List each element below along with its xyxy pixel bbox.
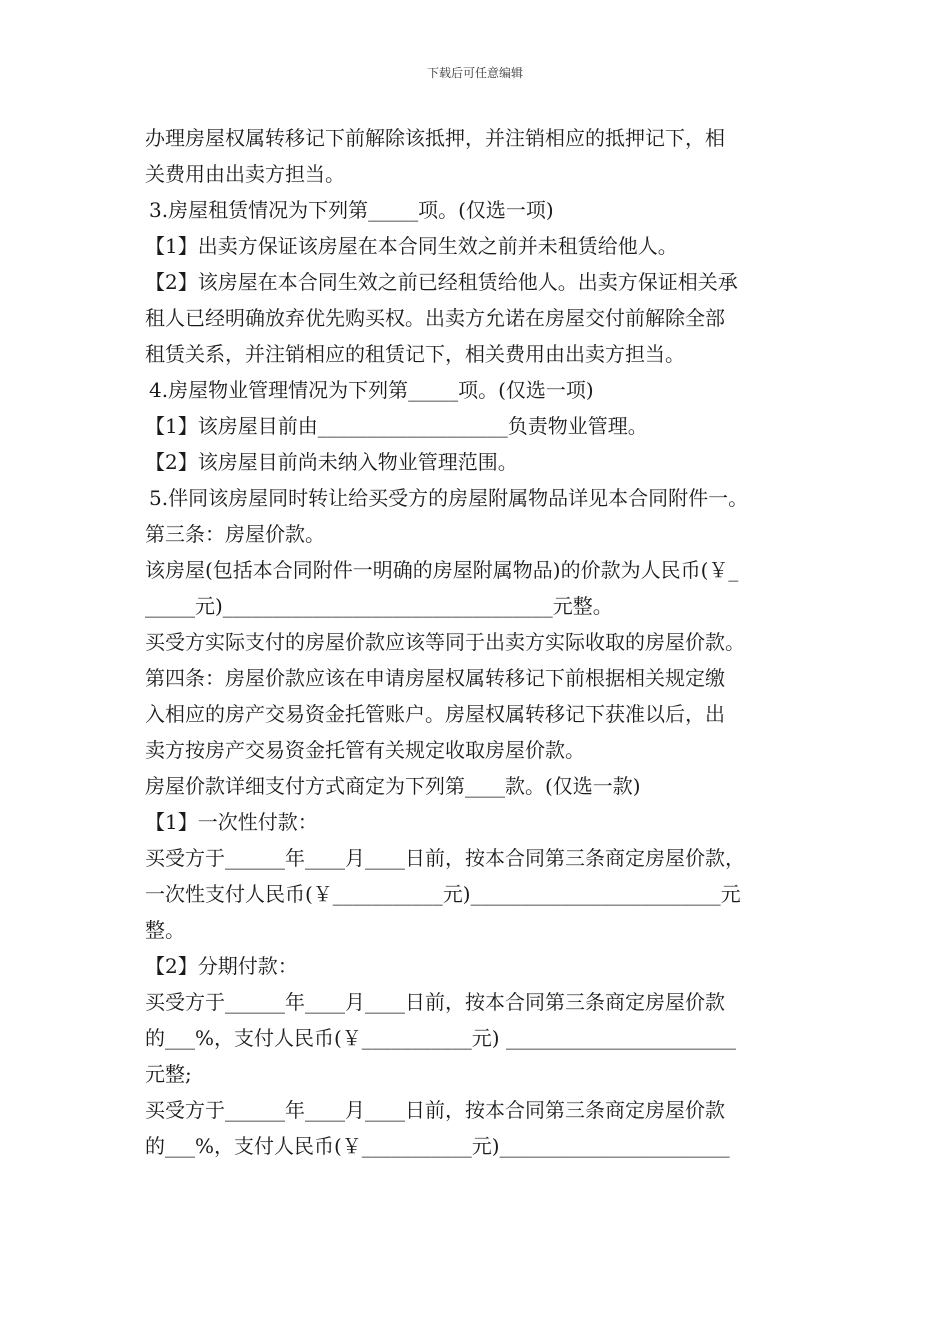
paragraph-line: 办理房屋权属转移记下前解除该抵押，并注销相应的抵押记下，相 (145, 126, 725, 150)
option-item: 【2】分期付款： (145, 954, 298, 978)
paragraph-line: 买受方于______年____月____日前，按本合同第三条商定房屋价款 (145, 1098, 725, 1122)
option-item: 【1】出卖方保证该房屋在本合同生效之前并未租赁给他人。 (145, 234, 678, 258)
paragraph-line: 元整; (145, 1062, 192, 1086)
paragraph-line: 卖方按房产交易资金托管有关规定收取房屋价款。 (145, 738, 585, 762)
paragraph-line: 的___%，支付人民币(￥___________元) _______________________ (145, 1026, 736, 1050)
paragraph-line: 整。 (145, 918, 185, 942)
paragraph-line: 买受方于______年____月____日前，按本合同第三条商定房屋价款 (145, 990, 725, 1014)
option-item: 【2】该房屋目前尚未纳入物业管理范围。 (145, 450, 518, 474)
clause-heading: 5.伴同该房屋同时转让给买受方的房屋附属物品详见本合同附件一。 (149, 486, 749, 510)
document-body (145, 120, 810, 1164)
paragraph-line: 一次性支付人民币(￥___________元)_________________________元 (145, 882, 741, 906)
option-item: 【1】该房屋目前由___________________负责物业管理。 (145, 414, 648, 438)
paragraph-line: _____元)_________________________________元整。 (145, 594, 613, 618)
option-item: 【2】该房屋在本合同生效之前已经租赁给他人。出卖方保证相关承 (145, 270, 738, 294)
paragraph-line: 租人已经明确放弃优先购买权。出卖方允诺在房屋交付前解除全部 (145, 306, 725, 330)
paragraph-line: 租赁关系，并注销相应的租赁记下，相关费用由出卖方担当。 (145, 342, 685, 366)
article-heading: 第三条：房屋价款。 (145, 522, 325, 546)
paragraph-line: 入相应的房产交易资金托管账户。房屋权属转移记下获准以后，出 (145, 702, 725, 726)
paragraph-line: 该房屋(包括本合同附件一明确的房屋附属物品)的价款为人民币(￥_ (145, 558, 739, 582)
paragraph-line: 买受方实际支付的房屋价款应该等同于出卖方实际收取的房屋价款。 (145, 630, 745, 654)
option-item: 【1】一次性付款： (145, 810, 318, 834)
clause-heading: 3.房屋租赁情况为下列第_____项。(仅选一项) (149, 198, 554, 222)
paragraph-line: 的___%，支付人民币(￥___________元)_______________________ (145, 1134, 730, 1158)
paragraph-line: 房屋价款详细支付方式商定为下列第____款。(仅选一款) (145, 774, 641, 798)
page-header: 下载后可任意编辑 (426, 66, 523, 80)
paragraph-line: 关费用由出卖方担当。 (145, 162, 345, 186)
clause-heading: 4.房屋物业管理情况为下列第_____项。(仅选一项) (149, 378, 594, 402)
paragraph-line: 买受方于______年____月____日前，按本合同第三条商定房屋价款， (145, 846, 745, 870)
article-heading: 第四条：房屋价款应该在申请房屋权属转移记下前根据相关规定缴 (145, 666, 725, 690)
